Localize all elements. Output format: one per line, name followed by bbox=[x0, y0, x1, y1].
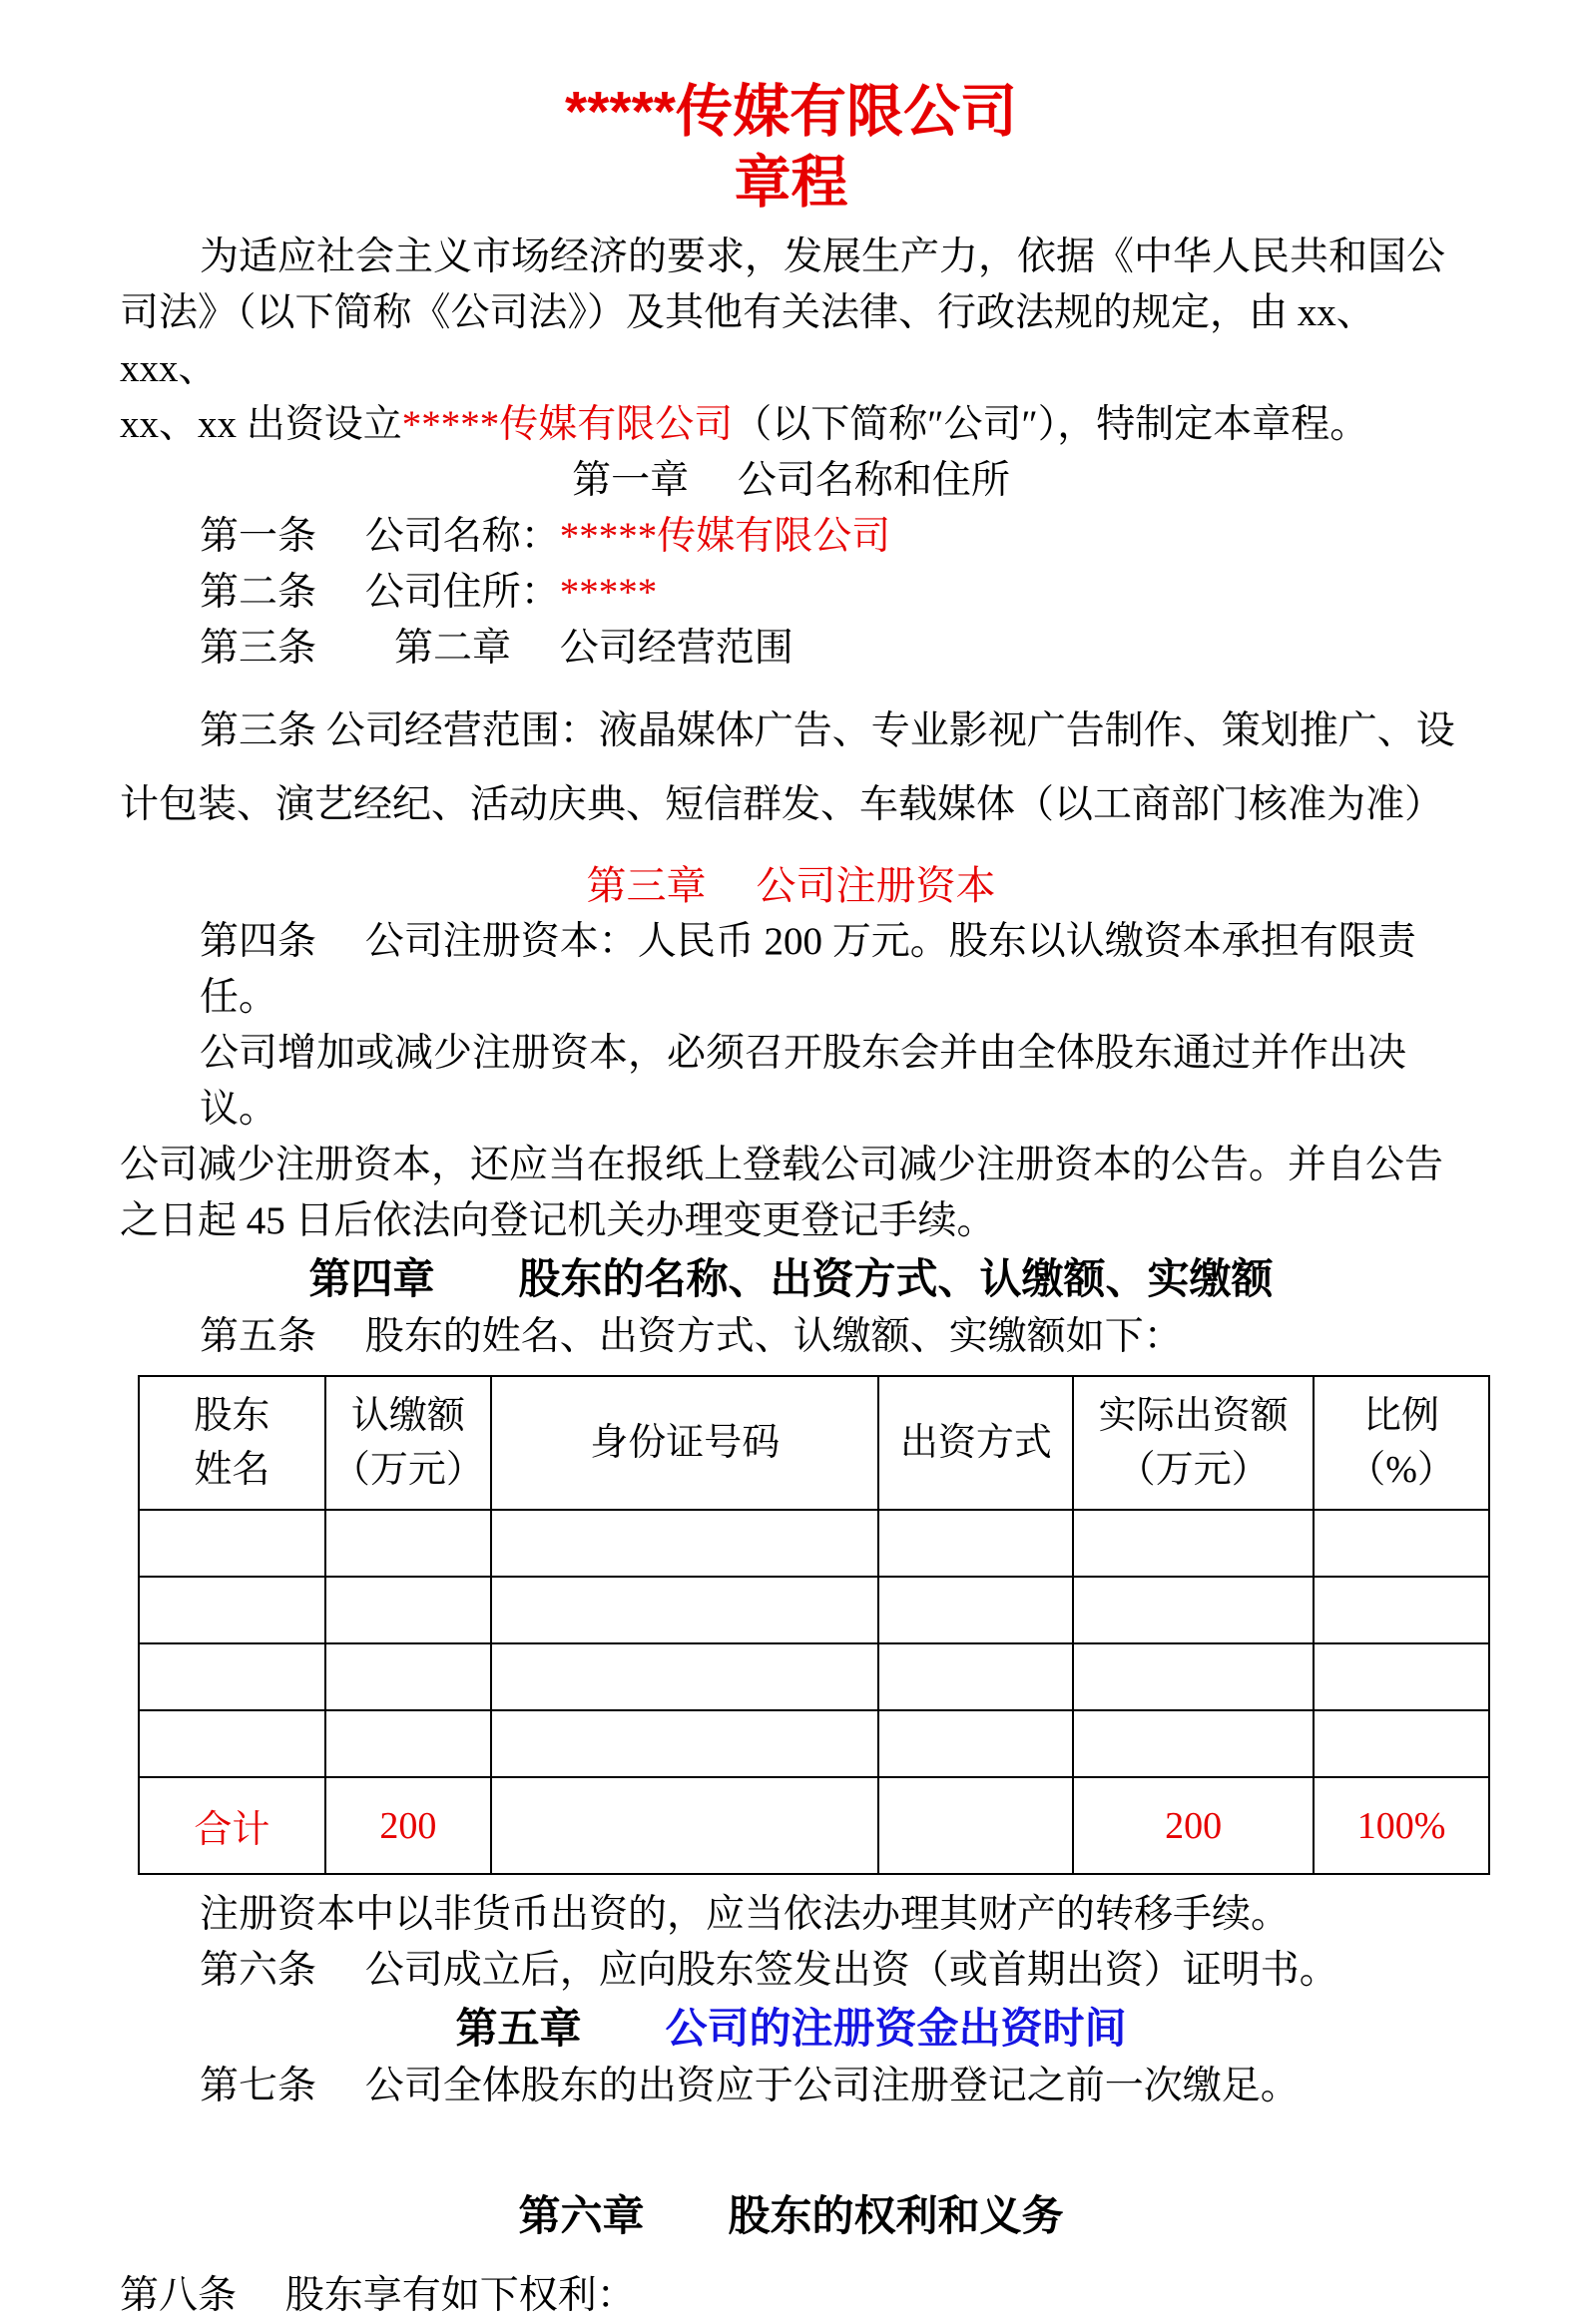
total-method-cell bbox=[878, 1777, 1073, 1874]
chapter-2-heading-seg-0: 第三条 第二章 公司经营范围 bbox=[200, 627, 793, 670]
article-4-line-4-seg-0: 之日起 45 日后依法向登记机关办理变更登记手续。 bbox=[120, 1199, 996, 1242]
empty-cell bbox=[1073, 1577, 1314, 1643]
body-top-section bbox=[120, 230, 1462, 1365]
preamble-line-3 bbox=[120, 397, 1462, 453]
chapter-4-heading-seg-0: 第四章 股东的名称、出资方式、认缴额、实缴额 bbox=[308, 1255, 1274, 1302]
table-empty-row-4 bbox=[139, 1710, 1489, 1777]
table-header-row bbox=[139, 1376, 1489, 1510]
non-cash-note bbox=[120, 1887, 1462, 1943]
chapter-4-heading bbox=[120, 1249, 1462, 1309]
preamble-line-1-seg-0: 为适应社会主义市场经济的要求，发展生产力，依据《中华人民共和国公 bbox=[200, 235, 1446, 278]
empty-cell bbox=[139, 1643, 325, 1710]
preamble-line-2 bbox=[120, 285, 1462, 397]
preamble-line-3-seg-1: *****传媒有限公司 bbox=[401, 403, 734, 446]
chapter-6-heading bbox=[120, 2186, 1462, 2246]
table-empty-row-1 bbox=[139, 1510, 1489, 1577]
col-header-actual-amount bbox=[1073, 1376, 1314, 1510]
article-8 bbox=[120, 2268, 1462, 2324]
total-label: 合计 bbox=[139, 1777, 325, 1874]
article-2-seg-1: ***** bbox=[559, 571, 658, 614]
total-ratio: 100% bbox=[1314, 1777, 1489, 1874]
article-3-line-1-seg-0: 第三条 公司经营范围：液晶媒体广告、专业影视广告制作、策划推广、设 bbox=[200, 709, 1455, 752]
article-4-line-3-seg-0: 公司减少注册资本，还应当在报纸上登载公司减少注册资本的公告。并自公告 bbox=[120, 1144, 1444, 1186]
header-line: 认缴额 bbox=[350, 1395, 465, 1437]
empty-cell bbox=[878, 1710, 1073, 1777]
doc-title: *****传媒有限公司 bbox=[565, 80, 1017, 144]
chapter-1-heading-seg-0: 第一章 公司名称和住所 bbox=[572, 459, 1010, 502]
article-4-line-2 bbox=[120, 1026, 1462, 1138]
header-line: 姓名 bbox=[194, 1449, 270, 1491]
empty-cell bbox=[878, 1577, 1073, 1643]
empty-cell bbox=[491, 1510, 878, 1577]
article-2 bbox=[120, 565, 1462, 621]
preamble-line-1 bbox=[120, 230, 1462, 285]
preamble-line-2-seg-0: 司法》（以下简称《公司法》）及其他有关法律、行政法规的规定，由 xx、xxx、 bbox=[120, 291, 1375, 390]
article-7 bbox=[120, 2059, 1462, 2114]
article-6-seg-0: 第六条 公司成立后，应向股东签发出资（或首期出资）证明书。 bbox=[200, 1949, 1338, 1992]
chapter-1-heading bbox=[120, 453, 1462, 509]
preamble-line-3-seg-0: xx、xx 出资设立 bbox=[120, 403, 402, 446]
chapter-2-heading bbox=[120, 621, 1462, 677]
table-total-row bbox=[139, 1777, 1489, 1874]
total-actual-amount: 200 bbox=[1073, 1777, 1314, 1874]
empty-cell bbox=[1073, 1710, 1314, 1777]
article-7-seg-0: 第七条 公司全体股东的出资应于公司注册登记之前一次缴足。 bbox=[200, 2065, 1300, 2107]
empty-cell bbox=[1314, 1510, 1489, 1577]
header-line: （万元） bbox=[1117, 1449, 1270, 1491]
article-3-line-2-seg-0: 计包装、演艺经纪、活动庆典、短信群发、车载媒体（以工商部门核准为准） bbox=[120, 783, 1444, 826]
shareholder-table bbox=[138, 1375, 1490, 1875]
article-3-line-1 bbox=[120, 695, 1462, 768]
empty-cell bbox=[491, 1577, 878, 1643]
document-body bbox=[120, 230, 1462, 2324]
chapter-5-heading-seg-1 bbox=[581, 2005, 665, 2052]
empty-cell bbox=[491, 1643, 878, 1710]
header-line: 股东 bbox=[194, 1395, 270, 1437]
body-bottom-section bbox=[120, 1887, 1462, 2324]
article-2-seg-0: 第二条 公司住所： bbox=[200, 571, 560, 614]
empty-cell bbox=[325, 1643, 491, 1710]
header-line: 实际出资额 bbox=[1098, 1395, 1289, 1437]
doc-subtitle: 章程 bbox=[734, 151, 848, 215]
col-header-subscribed-amount bbox=[325, 1376, 491, 1510]
empty-cell bbox=[139, 1510, 325, 1577]
article-5 bbox=[120, 1309, 1462, 1365]
empty-cell bbox=[325, 1577, 491, 1643]
preamble-line-3-seg-2: （以下简称″公司″），特制定本章程。 bbox=[733, 403, 1369, 446]
col-header-id-number bbox=[491, 1376, 878, 1510]
article-1-seg-0: 第一条 公司名称： bbox=[200, 515, 560, 558]
col-header-contribution-method bbox=[878, 1376, 1073, 1510]
col-header-shareholder-name bbox=[139, 1376, 325, 1510]
empty-cell bbox=[1314, 1710, 1489, 1777]
header-line: （%） bbox=[1347, 1449, 1455, 1491]
total-subscribed-amount: 200 bbox=[325, 1777, 491, 1874]
empty-cell bbox=[1073, 1510, 1314, 1577]
article-4 bbox=[120, 914, 1462, 1026]
chapter-3-heading-seg-0: 第三章 公司注册资本 bbox=[586, 863, 996, 908]
article-3-line-2 bbox=[120, 768, 1462, 842]
header-line: 身份证号码 bbox=[590, 1422, 781, 1464]
chapter-6-heading-seg-0: 第六章 股东的权利和义务 bbox=[518, 2192, 1064, 2239]
article-1 bbox=[120, 509, 1462, 565]
article-4-line-4 bbox=[120, 1193, 1462, 1249]
total-id-cell bbox=[491, 1777, 878, 1874]
empty-cell bbox=[1314, 1643, 1489, 1710]
col-header-ratio bbox=[1314, 1376, 1489, 1510]
empty-cell bbox=[325, 1710, 491, 1777]
empty-cell bbox=[325, 1510, 491, 1577]
header-line: 出资方式 bbox=[899, 1422, 1052, 1464]
article-1-seg-1: *****传媒有限公司 bbox=[559, 515, 891, 558]
empty-cell bbox=[139, 1577, 325, 1643]
empty-cell bbox=[491, 1710, 878, 1777]
article-4-seg-0: 第四条 公司注册资本：人民币 200 万元。股东以认缴资本承担有限责任。 bbox=[200, 920, 1416, 1019]
empty-cell bbox=[1314, 1577, 1489, 1643]
empty-cell bbox=[878, 1643, 1073, 1710]
header-line: （万元） bbox=[331, 1449, 484, 1491]
empty-cell bbox=[139, 1710, 325, 1777]
article-6 bbox=[120, 1943, 1462, 1999]
article-4-line-2-seg-0: 公司增加或减少注册资本，必须召开股东会并由全体股东通过并作出决议。 bbox=[200, 1032, 1407, 1131]
header-line: 比例 bbox=[1363, 1395, 1440, 1437]
table-empty-row-3 bbox=[139, 1643, 1489, 1710]
table-empty-row-2 bbox=[139, 1577, 1489, 1643]
chapter-3-heading bbox=[120, 858, 1462, 914]
chapter-5-heading bbox=[120, 1999, 1462, 2059]
non-cash-note-seg-0: 注册资本中以非货币出资的，应当依法办理其财产的转移手续。 bbox=[200, 1893, 1291, 1936]
chapter-5-heading-seg-2: 公司的注册资金出资时间 bbox=[665, 2005, 1127, 2052]
chapter-5-heading-seg-0: 第五章 bbox=[455, 2005, 582, 2052]
article-8-seg-0: 第八条 股东享有如下权利： bbox=[120, 2274, 636, 2317]
article-5-seg-0: 第五条 股东的姓名、出资方式、认缴额、实缴额如下： bbox=[200, 1315, 1183, 1358]
empty-cell bbox=[878, 1510, 1073, 1577]
article-4-line-3 bbox=[120, 1138, 1462, 1193]
empty-cell bbox=[1073, 1643, 1314, 1710]
